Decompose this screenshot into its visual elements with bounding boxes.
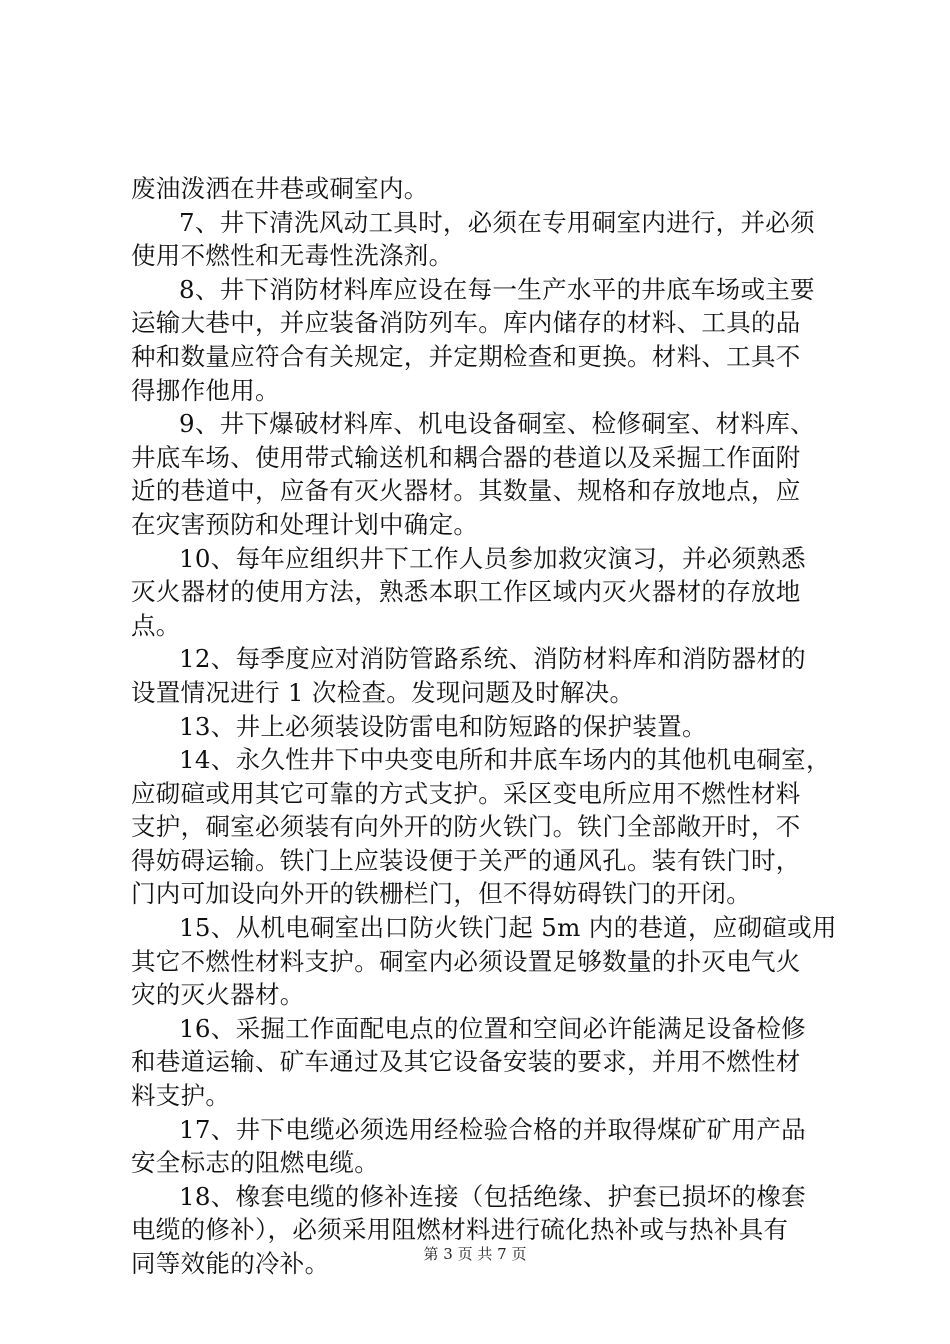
- text-line: 设置情况进行 1 次检查。发现问题及时解决。: [131, 677, 635, 707]
- text-line: 17、井下电缆必须选用经检验合格的并取得煤矿矿用产品: [179, 1114, 806, 1144]
- page-number-label: 第 3 页 共 7 页: [423, 1245, 527, 1263]
- text-line: 16、采掘工作面配电点的位置和空间必许能满足设备检修: [179, 1013, 806, 1043]
- text-line: 和巷道运输、矿车通过及其它设备安装的要求，并用不燃性材: [131, 1047, 801, 1077]
- page-footer: [0, 1243, 950, 1264]
- text-line: 18、橡套电缆的修补连接（包括绝缘、护套已损坏的橡套: [179, 1181, 806, 1211]
- paragraph-item-18: [131, 1180, 831, 1281]
- text-line: 料支护。: [131, 1081, 231, 1111]
- text-line: 12、每季度应对消防管路系统、消防材料库和消防器材的: [179, 644, 806, 674]
- text-line: 井底车场、使用带式输送机和耦合器的巷道以及采掘工作面附: [131, 442, 801, 472]
- text-line: 15、从机电硐室出口防火铁门起 5m 内的巷道，应砌碹或用: [179, 913, 837, 943]
- text-line: 8、井下消防材料库应设在每一生产水平的井底车场或主要: [179, 274, 815, 304]
- text-line: 10、每年应组织井下工作人员参加救灾演习，并必须熟悉: [179, 543, 806, 573]
- text-line: 点。: [131, 610, 181, 640]
- text-line: 在灾害预防和处理计划中确定。: [131, 509, 479, 539]
- text-line: 使用不燃性和无毒性洗涤剂。: [131, 241, 454, 271]
- text-line: 近的巷道中，应备有灭火器材。其数量、规格和存放地点，应: [131, 476, 801, 506]
- text-line: 7、井下清洗风动工具时，必须在专用硐室内进行，并必须: [179, 207, 815, 237]
- text-line: 其它不燃性材料支护。硐室内必须设置足够数量的扑灭电气火: [131, 946, 801, 976]
- text-line: 废油泼洒在井巷或硐室内。: [131, 174, 429, 203]
- text-line: 9、井下爆破材料库、机电设备硐室、检修硐室、材料库、: [179, 409, 815, 439]
- text-line: 支护，硐室必须装有向外开的防火铁门。铁门全部敞开时，不: [131, 812, 801, 842]
- paragraph-item-12: [131, 642, 831, 709]
- text-line: 得挪作他用。: [131, 375, 280, 405]
- text-line: 灾的灭火器材。: [131, 980, 305, 1010]
- text-line: 应砌碹或用其它可靠的方式支护。采区变电所应用不燃性材料: [131, 778, 801, 808]
- text-line: 14、永久性井下中央变电所和井底车场内的其他机电硐室，: [179, 745, 831, 775]
- text-line: 13、井上必须装设防雷电和防短路的保护装置。: [179, 711, 707, 741]
- text-line: 运输大巷中，并应装备消防列车。库内储存的材料、工具的品: [131, 308, 801, 338]
- document-body: [131, 172, 837, 1281]
- text-line: 安全标志的阻燃电缆。: [131, 1148, 379, 1178]
- paragraph-item-7: [131, 206, 831, 273]
- text-line: 同等效能的冷补。: [131, 1249, 330, 1278]
- paragraph-item-8: [131, 273, 831, 407]
- paragraph-item-15: [131, 911, 837, 1012]
- text-line: 门内可加设向外开的铁栅栏门，但不得妨碍铁门的开闭。: [131, 879, 751, 909]
- paragraph-item-9: [131, 407, 831, 541]
- text-line: 种和数量应符合有关规定，并定期检查和更换。材料、工具不: [131, 341, 801, 371]
- paragraph-item-10: [131, 542, 831, 643]
- text-line: 电缆的修补），必须采用阻燃材料进行硫化热补或与热补具有: [131, 1215, 789, 1245]
- paragraph-item-13: [131, 710, 831, 744]
- paragraph-item-17: [131, 1113, 831, 1180]
- text-line: 灭火器材的使用方法，熟悉本职工作区域内灭火器材的存放地: [131, 577, 801, 607]
- text-line: 得妨碍运输。铁门上应装设便于关严的通风孔。装有铁门时，: [131, 845, 801, 875]
- paragraph-item-16: [131, 1012, 831, 1113]
- paragraph-item-14: [131, 743, 831, 911]
- paragraph-continuation: [131, 172, 831, 206]
